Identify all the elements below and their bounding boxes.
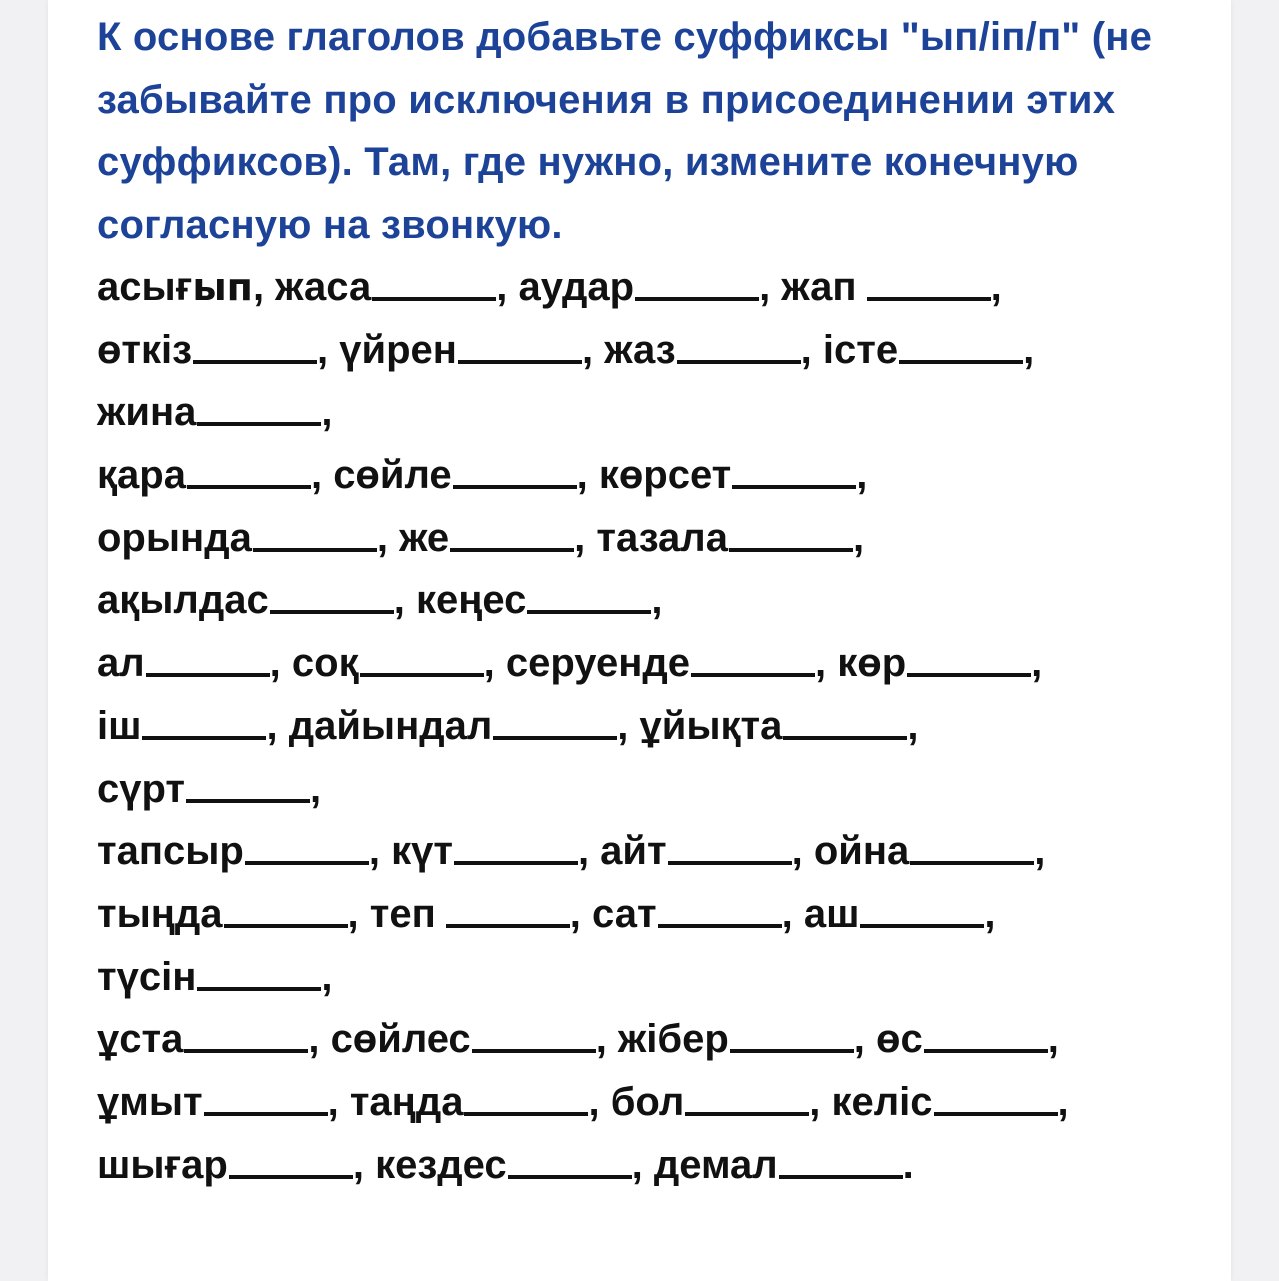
exercise-item <box>97 328 339 372</box>
answer-blank[interactable] <box>360 673 484 677</box>
exercise-item <box>97 892 370 936</box>
exercise-item <box>97 641 292 685</box>
separator: , <box>577 829 601 874</box>
verb-stem: қара <box>97 453 186 498</box>
answer-blank[interactable] <box>635 297 759 301</box>
verb-stem: жібер <box>617 1017 729 1062</box>
exercise-item <box>416 578 663 622</box>
answer-blank[interactable] <box>245 861 369 865</box>
separator: , <box>631 1142 654 1187</box>
exercise-item <box>333 453 599 497</box>
exercise-line <box>97 695 1217 758</box>
verb-stem: ұста <box>97 1017 184 1062</box>
answer-blank[interactable] <box>142 736 266 740</box>
exercise-line <box>97 820 1217 883</box>
answer-blank[interactable] <box>193 360 317 364</box>
exercise-item <box>832 1080 1069 1124</box>
verb-stem: орында <box>97 515 252 560</box>
separator: , <box>496 265 519 309</box>
separator: , <box>269 641 292 686</box>
separator: , <box>588 1079 611 1124</box>
exercise-line <box>97 256 1217 319</box>
answer-blank[interactable] <box>229 1175 353 1179</box>
verb-stem: жап <box>781 265 857 309</box>
exercise-item <box>837 641 1042 685</box>
verb-stem: айт <box>600 829 667 874</box>
answer-blank[interactable] <box>187 485 311 489</box>
separator: , <box>781 891 804 936</box>
verb-stem: көрсет <box>598 453 732 498</box>
separator: , <box>853 1017 877 1062</box>
verb-stem: шығар <box>97 1142 228 1187</box>
exercise-item <box>618 1017 876 1061</box>
answer-blank[interactable] <box>668 861 792 865</box>
answer-blank[interactable] <box>732 485 856 489</box>
verb-stem: жина <box>97 390 197 435</box>
answer-blank[interactable] <box>270 610 394 614</box>
separator: , <box>252 265 276 309</box>
answer-blank[interactable] <box>783 736 907 740</box>
separator: , <box>617 703 640 748</box>
exercise-item <box>596 516 864 560</box>
instructions-text: К основе глаголов добавьте суффиксы "ып/іп/п" (не забывайте про исключения в присоединении этих суффиксов). Там, где нужно, измените конечную согласную на звонкую. <box>97 15 1153 247</box>
answer-blank[interactable] <box>146 673 270 677</box>
verb-stem: күт <box>391 829 453 874</box>
answer-blank[interactable] <box>934 1112 1058 1116</box>
exercise-item <box>876 1017 1059 1061</box>
answer-blank[interactable] <box>197 987 321 991</box>
answer-blank[interactable] <box>493 736 617 740</box>
answer-blank[interactable] <box>184 1049 308 1053</box>
verb-stem: істе <box>822 327 899 372</box>
answer-blank[interactable] <box>527 610 651 614</box>
exercise-item <box>599 453 868 497</box>
separator: , <box>352 1142 376 1187</box>
verb-stem: дайындал <box>288 703 493 748</box>
verb-stem: ақылдас <box>97 578 269 623</box>
answer-blank[interactable] <box>372 297 496 301</box>
separator: , <box>310 453 334 498</box>
answer-blank[interactable] <box>197 422 321 426</box>
verb-stem: өткіз <box>97 327 193 372</box>
exercise-item <box>399 516 596 560</box>
separator: , <box>984 891 996 936</box>
verb-stem: өс <box>876 1017 923 1062</box>
separator: , <box>317 327 340 372</box>
exercise-line <box>97 758 1217 821</box>
exercise-lines <box>97 256 1217 1196</box>
verb-stem: таңда <box>349 1079 464 1124</box>
separator: , <box>856 453 868 498</box>
exercise-item <box>350 1080 611 1124</box>
verb-stem: сөйле <box>333 453 452 498</box>
answer-blank[interactable] <box>464 1112 588 1116</box>
exercise-item <box>506 641 837 685</box>
separator: , <box>651 578 663 623</box>
exercise-line <box>97 444 1217 507</box>
separator: , <box>576 453 599 498</box>
exercise-line <box>97 569 1217 632</box>
exercise-item <box>391 829 600 873</box>
answer-blank[interactable] <box>924 1049 1048 1053</box>
verb-stem: демал <box>653 1142 778 1187</box>
example-suffix: ып <box>192 265 253 309</box>
answer-blank[interactable] <box>253 548 377 552</box>
verb-stem: іш <box>97 703 142 748</box>
answer-blank[interactable] <box>458 360 582 364</box>
separator: , <box>1023 327 1035 372</box>
exercise-item <box>339 328 604 372</box>
verb-stem: серуенде <box>505 641 690 686</box>
answer-blank[interactable] <box>685 1112 809 1116</box>
separator: , <box>321 390 333 435</box>
exercise-item <box>654 1143 914 1187</box>
exercise-item <box>97 453 333 497</box>
verb-stem: үйрен <box>339 327 457 372</box>
verb-stem: келіс <box>831 1079 933 1124</box>
separator: , <box>581 327 605 372</box>
separator: , <box>791 829 814 874</box>
exercise-content <box>97 6 1217 1196</box>
separator: , <box>327 1079 350 1124</box>
answer-blank[interactable] <box>658 924 782 928</box>
exercise-item <box>814 829 1046 873</box>
exercise-line <box>97 1134 1217 1197</box>
exercise-item <box>292 641 506 685</box>
exercise-item <box>97 829 391 873</box>
answer-blank[interactable] <box>910 861 1034 865</box>
exercise-line <box>97 507 1217 570</box>
exercise-line <box>97 946 1217 1009</box>
exercise-item <box>97 955 332 999</box>
separator: , <box>809 1079 832 1124</box>
separator: , <box>815 641 838 686</box>
separator: , <box>308 1017 331 1062</box>
answer-blank[interactable] <box>224 924 348 928</box>
exercise-item <box>97 704 289 748</box>
answer-blank[interactable] <box>779 1175 903 1179</box>
answer-blank[interactable] <box>677 360 801 364</box>
exercise-line <box>97 381 1217 444</box>
answer-blank[interactable] <box>691 673 815 677</box>
verb-stem: сүрт <box>97 766 185 811</box>
separator: , <box>852 515 865 560</box>
verb-stem: ұйықта <box>639 703 783 748</box>
separator: , <box>376 515 400 560</box>
separator: , <box>393 578 416 623</box>
separator: , <box>595 1017 618 1062</box>
verb-stem: кеңес <box>415 578 527 623</box>
verb-stem: ұмыт <box>97 1079 203 1124</box>
exercise-item <box>375 1143 654 1187</box>
answer-blank[interactable] <box>729 548 853 552</box>
separator: , <box>574 515 597 560</box>
exercise-item <box>289 704 640 748</box>
exercise-item <box>640 704 919 748</box>
exercise-item <box>823 328 1034 372</box>
verb-stem: жаз <box>604 327 676 372</box>
exercise-item <box>97 390 332 434</box>
exercise-item <box>781 265 1001 309</box>
exercise-item <box>97 578 416 622</box>
exercise-item <box>97 767 321 811</box>
final-mark: . <box>902 1142 914 1187</box>
exercise-line <box>97 883 1217 946</box>
exercise-item <box>97 516 399 560</box>
answer-blank[interactable] <box>730 1049 854 1053</box>
verb-stem: соқ <box>291 641 359 686</box>
verb-stem: аудар <box>518 265 635 309</box>
exercise-item <box>275 265 518 309</box>
separator: , <box>483 641 506 686</box>
verb-stem: тыңда <box>97 891 223 936</box>
exercise-line <box>97 1071 1217 1134</box>
verb-stem: тапсыр <box>97 829 244 874</box>
separator: , <box>310 766 322 811</box>
separator: , <box>569 891 593 936</box>
example-stem: асығ <box>97 265 193 309</box>
separator: , <box>1031 641 1043 686</box>
verb-stem: кездес <box>375 1142 507 1187</box>
exercise-line <box>97 319 1217 382</box>
answer-blank[interactable] <box>867 297 991 301</box>
separator: , <box>1057 1079 1069 1124</box>
answer-blank[interactable] <box>453 485 577 489</box>
answer-blank[interactable] <box>899 360 1023 364</box>
answer-blank[interactable] <box>186 799 310 803</box>
answer-blank[interactable] <box>450 548 574 552</box>
separator: , <box>368 829 392 874</box>
separator: , <box>321 954 333 999</box>
separator: , <box>347 891 370 936</box>
verb-stem: тазала <box>596 515 728 560</box>
exercise-item <box>804 892 996 936</box>
separator: , <box>266 703 289 748</box>
exercise-line <box>97 632 1217 695</box>
answer-blank[interactable] <box>454 861 578 865</box>
verb-stem: түсін <box>97 954 197 999</box>
exercise-item <box>370 892 592 936</box>
verb-stem: аш <box>803 891 860 936</box>
verb-stem: көр <box>837 641 907 686</box>
example-word <box>97 265 275 309</box>
verb-stem: сөйлес <box>330 1017 471 1062</box>
answer-blank[interactable] <box>508 1175 632 1179</box>
exercise-item <box>331 1017 618 1061</box>
verb-stem: бол <box>610 1079 685 1124</box>
exercise-line <box>97 1008 1217 1071</box>
exercise-item <box>97 1080 350 1124</box>
exercise-item <box>97 1143 375 1187</box>
separator: , <box>759 265 782 309</box>
verb-stem: сат <box>592 891 657 936</box>
separator: , <box>800 327 823 372</box>
answer-blank[interactable] <box>860 924 984 928</box>
verb-stem: жаса <box>275 265 372 309</box>
answer-blank[interactable] <box>907 673 1031 677</box>
answer-blank[interactable] <box>204 1112 328 1116</box>
separator: , <box>990 265 1002 309</box>
separator: , <box>1047 1017 1059 1062</box>
separator: , <box>1034 829 1046 874</box>
exercise-item <box>604 328 823 372</box>
separator: , <box>907 703 919 748</box>
exercise-item <box>611 1080 832 1124</box>
verb-stem: же <box>399 515 450 560</box>
exercise-item <box>518 265 781 309</box>
exercise-item <box>600 829 814 873</box>
verb-stem: теп <box>369 891 436 936</box>
verb-stem: ойна <box>813 829 910 874</box>
exercise-item <box>592 892 804 936</box>
answer-blank[interactable] <box>472 1049 596 1053</box>
exercise-item <box>97 1017 331 1061</box>
verb-stem: ал <box>97 641 145 686</box>
answer-blank[interactable] <box>446 924 570 928</box>
